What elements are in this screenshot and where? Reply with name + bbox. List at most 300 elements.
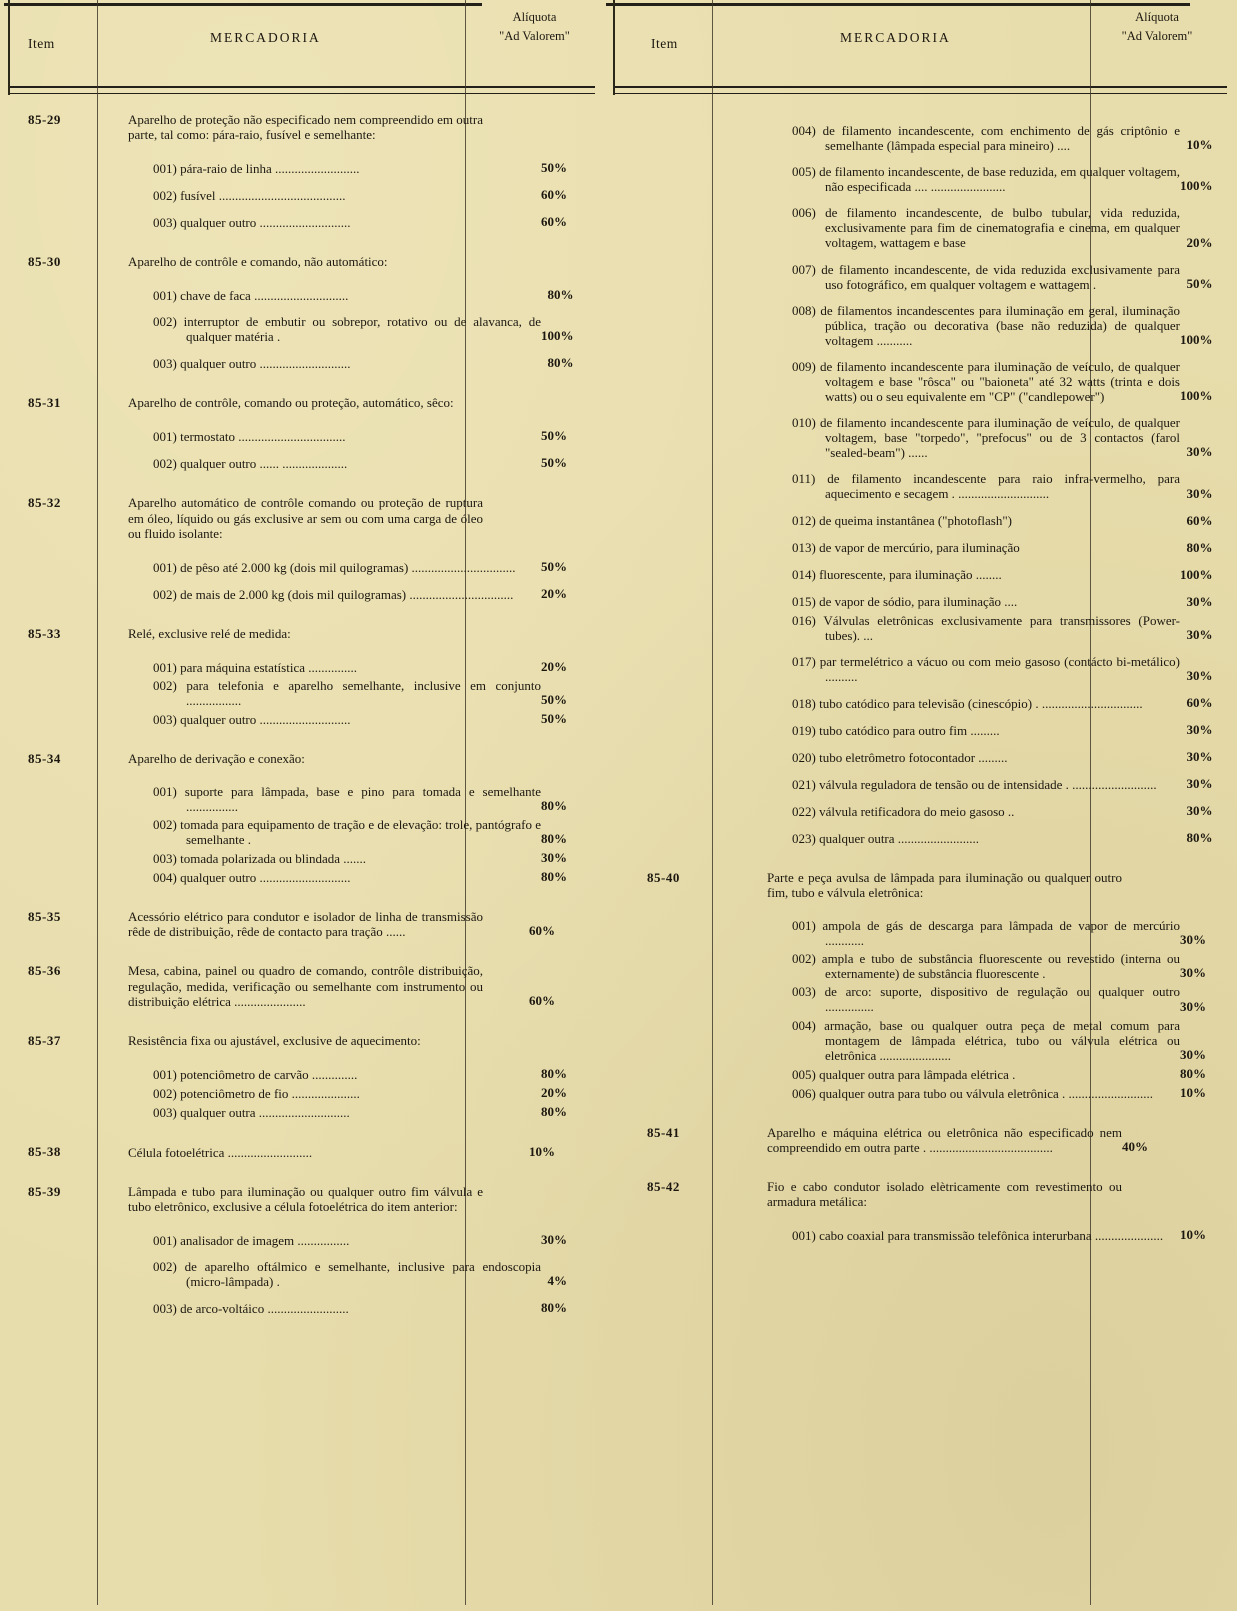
subitem-label: tomada polarizada ou blindada ....... bbox=[180, 851, 367, 867]
entry-description: Fio e cabo condutor isolado elètricamente com revestimento ou armadura metálica: bbox=[767, 1178, 1122, 1209]
subitem-row bbox=[128, 1259, 595, 1289]
subitem-row bbox=[767, 984, 1227, 1014]
subitem-rate: 30% bbox=[1180, 998, 1206, 1014]
subitem-code: 002) bbox=[153, 1258, 177, 1274]
tariff-entry bbox=[10, 626, 595, 727]
subitem-text bbox=[767, 831, 1180, 846]
subitem-row bbox=[767, 415, 1227, 460]
right-column bbox=[615, 0, 1227, 1611]
subitem-row bbox=[128, 817, 595, 847]
subitem-text bbox=[767, 918, 1180, 948]
subitem-label: cabo coaxial para transmissão telefônica interurbana ..................... bbox=[819, 1227, 1164, 1243]
subitem-code: 002) bbox=[153, 314, 177, 330]
subitem-row bbox=[767, 303, 1227, 348]
subitem-code: 018) bbox=[792, 695, 816, 711]
subitem-text bbox=[128, 1086, 541, 1101]
subitem-code: 003) bbox=[153, 356, 177, 372]
subitem-row bbox=[767, 654, 1227, 684]
subitem-row bbox=[128, 428, 595, 444]
subitem-rate: 50% bbox=[541, 691, 567, 707]
aliquota-column-label bbox=[472, 8, 597, 46]
subitem-label: interruptor de embutir ou sobrepor, rotativo ou de alavanca, de qualquer matéria . bbox=[183, 314, 541, 345]
subitem-row bbox=[128, 850, 595, 866]
entry-body bbox=[115, 495, 595, 601]
subitem-label: qualquer outro ............................ bbox=[180, 870, 351, 886]
subitem-code: 010) bbox=[792, 415, 816, 431]
subitem-row bbox=[128, 869, 595, 885]
subitem-rate: 100% bbox=[1180, 178, 1213, 194]
entry-description-row bbox=[128, 1144, 595, 1160]
subitem-label: tubo eletrômetro fotocontador ......... bbox=[819, 749, 1008, 765]
subitem-label: qualquer outra para lâmpada elétrica . bbox=[819, 1066, 1016, 1082]
subitem-text bbox=[767, 696, 1180, 711]
subitem-rate: 100% bbox=[541, 328, 574, 344]
subitem-code: 001) bbox=[153, 559, 177, 575]
entry-description-row bbox=[767, 1125, 1227, 1155]
subitem-label: válvula reguladora de tensão ou de intensidade . .......................... bbox=[819, 776, 1157, 792]
subitem-code: 005) bbox=[792, 1066, 816, 1082]
subitem-rate: 80% bbox=[1186, 539, 1213, 555]
subitem-text bbox=[128, 1259, 541, 1289]
subitem-row bbox=[128, 711, 595, 727]
subitem-text bbox=[767, 613, 1180, 643]
subitem-text bbox=[128, 429, 541, 444]
subitem-rate: 80% bbox=[1180, 1065, 1206, 1081]
subitem-row bbox=[767, 594, 1227, 610]
subitem-label: tubo catódico para outro fim ......... bbox=[819, 722, 1000, 738]
subitem-code: 001) bbox=[792, 918, 816, 934]
tariff-entry bbox=[10, 909, 595, 939]
entry-description-row bbox=[128, 751, 595, 766]
mercadoria-column-label: MERCADORIA bbox=[210, 30, 321, 45]
subitem-code: 002) bbox=[153, 677, 177, 693]
subitem-rate: 50% bbox=[541, 710, 567, 726]
subitem-rate: 80% bbox=[547, 355, 574, 371]
entry-body bbox=[115, 751, 595, 885]
subitem-label: de filamentos incandescentes para iluminação em geral, iluminação pública, tração ou decorativa (base não reduzida) de qualquer voltagem ........... bbox=[820, 302, 1181, 348]
subitem-text bbox=[128, 1301, 541, 1316]
subitem-text bbox=[128, 712, 541, 727]
subitem-rate: 20% bbox=[541, 1084, 567, 1100]
subitem-label: qualquer outro ............................ bbox=[180, 215, 351, 231]
subitem-row bbox=[128, 1232, 595, 1248]
subitem-rate: 80% bbox=[541, 831, 567, 847]
subitem-row bbox=[767, 776, 1227, 792]
subitem-label: qualquer outra ......................... bbox=[819, 830, 980, 846]
tariff-entry bbox=[10, 254, 595, 371]
entry-description: Célula fotoelétrica .......................... bbox=[128, 1144, 313, 1160]
subitem-code: 003) bbox=[153, 215, 177, 231]
subitem-row bbox=[128, 678, 595, 708]
entry-description-row bbox=[128, 254, 595, 269]
subitem-row bbox=[767, 613, 1227, 643]
subitem-text bbox=[767, 750, 1180, 765]
subitem-text bbox=[767, 777, 1180, 792]
tariff-entry bbox=[615, 1125, 1227, 1155]
subitem-label: de queima instantânea ("photoflash") bbox=[819, 513, 1013, 529]
subitem-code: 009) bbox=[792, 358, 816, 374]
entry-item-number: 85-38 bbox=[28, 1143, 61, 1159]
subitem-rate: 30% bbox=[1186, 444, 1213, 460]
entry-description: Mesa, cabina, painel ou quadro de comando, contrôle distribuição, regulação, medida, verificação ou semelhante com instrumento ou distribuição elétrica ...................... bbox=[128, 963, 483, 1009]
subitem-row bbox=[128, 160, 595, 176]
subitem-text bbox=[767, 164, 1180, 194]
entry-item-number: 85-35 bbox=[28, 909, 61, 925]
subitem-text bbox=[128, 456, 541, 471]
subitem-row bbox=[767, 749, 1227, 765]
entry-body bbox=[744, 112, 1227, 846]
subitem-code: 001) bbox=[153, 288, 177, 304]
tariff-entry bbox=[10, 495, 595, 601]
subitem-row bbox=[128, 1104, 595, 1120]
subitem-label: Válvulas eletrônicas exclusivamente para transmissores (Power-tubes). ... bbox=[823, 612, 1180, 643]
subitem-text bbox=[767, 654, 1180, 684]
subitem-label: de arco: suporte, dispositivo de regulação ou qualquer outro ............... bbox=[824, 984, 1180, 1015]
subitem-row bbox=[128, 187, 595, 203]
right-column-header bbox=[615, 0, 1227, 92]
subitem-rate: 80% bbox=[541, 798, 567, 814]
subitem-rate: 80% bbox=[541, 1103, 567, 1119]
entry-description: Aparelho e máquina elétrica ou eletrônica não especificado nem compreendido em outra parte . ...................................... bbox=[767, 1124, 1122, 1155]
entry-description-row bbox=[128, 495, 595, 540]
subitem-code: 004) bbox=[792, 1017, 816, 1033]
subitem-label: chave de faca ............................. bbox=[180, 288, 349, 304]
subitem-row bbox=[128, 314, 595, 344]
subitem-row bbox=[128, 784, 595, 814]
subitem-text bbox=[767, 359, 1180, 404]
entry-item-number: 85-34 bbox=[28, 750, 61, 766]
entry-body bbox=[115, 112, 595, 230]
subitem-code: 002) bbox=[153, 817, 177, 833]
entry-description: Aparelho de contrôle e comando, não automático: bbox=[128, 254, 388, 270]
subitem-rate: 60% bbox=[1186, 512, 1213, 528]
subitem-rate: 30% bbox=[1180, 965, 1206, 981]
subitem-label: qualquer outra para tubo ou válvula eletrônica . .......................... bbox=[819, 1085, 1154, 1101]
subitem-code: 001) bbox=[153, 659, 177, 675]
subitem-rate: 80% bbox=[541, 869, 567, 885]
subitem-row bbox=[128, 1085, 595, 1101]
subitem-text bbox=[128, 161, 541, 176]
subitem-code: 015) bbox=[792, 594, 816, 610]
subitem-rate: 30% bbox=[1186, 775, 1213, 791]
subitem-row bbox=[767, 918, 1227, 948]
entry-description-row bbox=[767, 870, 1227, 900]
entry-description: Parte e peça avulsa de lâmpada para iluminação ou qualquer outro fim, tubo e válvula eletrônica: bbox=[767, 869, 1122, 900]
subitem-label: de filamento incandescente, de base reduzida, em qualquer voltagem, não especificada .... ....................... bbox=[819, 164, 1181, 195]
subitem-code: 001) bbox=[153, 429, 177, 445]
subitem-row bbox=[767, 830, 1227, 846]
subitem-text bbox=[128, 870, 541, 885]
subitem-label: de filamento incandescente, com enchimento de gás criptônio e semelhante (lâmpada especial para mineiro) .... bbox=[822, 123, 1180, 154]
entry-body bbox=[115, 626, 595, 727]
subitem-rate: 30% bbox=[1186, 802, 1213, 818]
subitem-rate: 30% bbox=[1186, 721, 1213, 737]
entry-body bbox=[115, 1144, 595, 1160]
subitem-label: potenciômetro de fio ..................... bbox=[180, 1085, 360, 1101]
entry-body bbox=[744, 1125, 1227, 1155]
subitem-rate: 30% bbox=[541, 1231, 567, 1247]
subitem-rate: 10% bbox=[1180, 1084, 1206, 1100]
subitem-text bbox=[767, 1228, 1180, 1243]
subitem-label: de filamento incandescente para iluminação de veículo, de qualquer voltagem, base "torpedo", "prefocus" ou de 3 contactos (farol "sealed-beam") ...... bbox=[820, 415, 1180, 461]
subitem-text bbox=[128, 660, 541, 675]
subitem-code: 001) bbox=[153, 1232, 177, 1248]
subitem-label: ampola de gás de descarga para lâmpada de vapor de mercúrio ............ bbox=[822, 918, 1180, 949]
subitem-row bbox=[128, 659, 595, 675]
subitem-row bbox=[128, 1300, 595, 1316]
entry-description-row bbox=[128, 909, 595, 939]
entry-item-number: 85-29 bbox=[28, 112, 61, 127]
subitem-code: 002) bbox=[153, 456, 177, 472]
subitem-row bbox=[128, 214, 595, 230]
subitem-text bbox=[128, 188, 541, 203]
subitem-label: pára-raio de linha .......................... bbox=[180, 161, 360, 177]
subitem-text bbox=[128, 288, 541, 303]
subitem-text bbox=[128, 1233, 541, 1248]
subitem-label: para máquina estatística ............... bbox=[180, 659, 357, 675]
subitem-text bbox=[128, 356, 541, 371]
subitem-code: 011) bbox=[792, 471, 816, 487]
subitem-text bbox=[767, 567, 1180, 582]
entry-description-row bbox=[128, 112, 595, 142]
subitem-rate: 60% bbox=[1186, 694, 1213, 710]
subitem-rate: 100% bbox=[1180, 388, 1213, 404]
entry-body bbox=[744, 1179, 1227, 1243]
subitem-label: para telefonia e aparelho semelhante, inclusive em conjunto ................. bbox=[186, 677, 541, 708]
entry-description: Aparelho de contrôle, comando ou proteção, automático, sêco: bbox=[128, 395, 454, 411]
subitem-code: 014) bbox=[792, 567, 816, 583]
entry-body bbox=[115, 1184, 595, 1316]
subitem-row bbox=[128, 455, 595, 471]
subitem-row bbox=[128, 586, 595, 602]
subitem-rate: 30% bbox=[541, 850, 567, 866]
subitem-rate: 80% bbox=[1186, 829, 1213, 845]
subitem-row bbox=[767, 540, 1227, 556]
subitem-code: 012) bbox=[792, 513, 816, 529]
subitem-text bbox=[767, 804, 1180, 819]
header-double-rule bbox=[615, 86, 1227, 94]
entry-item-number: 85-32 bbox=[28, 495, 61, 511]
subitem-code: 023) bbox=[792, 830, 816, 846]
subitem-rate: 10% bbox=[1186, 137, 1213, 153]
subitem-rate: 20% bbox=[541, 658, 567, 674]
subitem-text bbox=[128, 215, 541, 230]
aliquota-label-line1: Alíquota bbox=[512, 10, 557, 24]
subitem-row bbox=[767, 513, 1227, 529]
tariff-entry bbox=[10, 395, 595, 471]
subitem-text bbox=[128, 1105, 541, 1120]
subitem-rate: 100% bbox=[1180, 331, 1213, 347]
entry-description: Acessório elétrico para condutor e isolador de linha de transmissão rêde de distribuição, rêde de contacto para tração ...... bbox=[128, 909, 483, 940]
subitem-rate: 30% bbox=[1186, 748, 1213, 764]
subitem-code: 020) bbox=[792, 749, 816, 765]
subitem-label: par termelétrico a vácuo ou com meio gasoso (contácto bi-metálico) .......... bbox=[819, 653, 1180, 684]
entry-body bbox=[115, 909, 595, 939]
subitem-row bbox=[767, 1066, 1227, 1082]
entry-item-number: 85-37 bbox=[28, 1032, 61, 1048]
subitem-row bbox=[767, 471, 1227, 501]
subitem-rate: 50% bbox=[541, 160, 567, 176]
subitem-code: 001) bbox=[153, 161, 177, 177]
entry-description-row bbox=[128, 963, 595, 1008]
subitem-row bbox=[767, 1018, 1227, 1063]
mercadoria-column-label: MERCADORIA bbox=[840, 30, 951, 45]
subitem-rate: 10% bbox=[1180, 1227, 1206, 1243]
entry-description-row bbox=[128, 1033, 595, 1048]
subitem-label: válvula retificadora do meio gasoso .. bbox=[819, 803, 1015, 819]
item-column-label: Item bbox=[651, 36, 678, 51]
subitem-rate: 30% bbox=[1186, 593, 1213, 609]
subitem-code: 002) bbox=[792, 951, 816, 967]
subitem-row bbox=[767, 722, 1227, 738]
subitem-rate: 20% bbox=[541, 585, 567, 601]
subitem-label: fluorescente, para iluminação ........ bbox=[819, 567, 1002, 583]
subitem-text bbox=[767, 303, 1180, 348]
entry-description-row bbox=[767, 1179, 1227, 1209]
entry-item-number: 85-41 bbox=[647, 1124, 680, 1140]
subitem-code: 001) bbox=[153, 1066, 177, 1082]
entry-item-number: 85-42 bbox=[647, 1178, 680, 1194]
aliquota-label-line2: "Ad Valorem" bbox=[499, 28, 570, 43]
subitem-rate: 80% bbox=[547, 287, 574, 303]
subitem-text bbox=[767, 951, 1180, 981]
subitem-rate: 50% bbox=[541, 558, 567, 574]
entry-item-number: 85-31 bbox=[28, 395, 61, 411]
subitem-rate: 4% bbox=[547, 1273, 567, 1289]
subitem-text bbox=[767, 513, 1180, 528]
entry-description-row bbox=[128, 395, 595, 410]
subitem-text bbox=[128, 587, 541, 602]
entry-body bbox=[744, 870, 1227, 1101]
subitem-code: 003) bbox=[153, 1104, 177, 1120]
subitem-label: de vapor de sódio, para iluminação .... bbox=[819, 594, 1018, 610]
entry-item-number: 85-39 bbox=[28, 1183, 61, 1199]
subitem-rate: 30% bbox=[1180, 1046, 1206, 1062]
entry-description-row bbox=[128, 626, 595, 641]
tariff-entry bbox=[10, 1033, 595, 1120]
subitem-label: tubo catódico para televisão (cinescópio) . ............................... bbox=[819, 695, 1143, 711]
subitem-rate: 30% bbox=[1180, 932, 1206, 948]
subitem-text bbox=[128, 851, 541, 866]
subitem-rate: 30% bbox=[1186, 626, 1213, 642]
entry-rate: 40% bbox=[1122, 1138, 1148, 1154]
entry-description: Aparelho de derivação e conexão: bbox=[128, 750, 305, 766]
subitem-text bbox=[767, 540, 1180, 555]
subitem-code: 001) bbox=[792, 1227, 816, 1243]
tariff-entry bbox=[10, 1144, 595, 1160]
subitem-text bbox=[128, 560, 541, 575]
left-column-entries bbox=[10, 94, 595, 1611]
subitem-label: ampla e tubo de substância fluorescente ou revestido (interna ou externamente) de substância fluorescente . bbox=[821, 951, 1180, 982]
subitem-text bbox=[128, 678, 541, 708]
entry-item-number: 85-40 bbox=[647, 869, 680, 885]
subitem-code: 016) bbox=[792, 612, 816, 628]
subitem-code: 017) bbox=[792, 653, 816, 669]
item-column-label: Item bbox=[28, 36, 55, 51]
subitem-text bbox=[767, 1018, 1180, 1063]
entry-description: Aparelho automático de contrôle comando ou proteção de ruptura em óleo, líquido ou gás exclusive ar sem ou com uma carga de óleo ou fluido isolante: bbox=[128, 495, 483, 541]
subitem-row bbox=[767, 262, 1227, 292]
subitem-code: 002) bbox=[153, 1085, 177, 1101]
subitem-row bbox=[128, 287, 595, 303]
tariff-entry bbox=[615, 1179, 1227, 1243]
subitem-text bbox=[128, 314, 541, 344]
entry-rate: 60% bbox=[529, 923, 555, 939]
subitem-code: 003) bbox=[153, 851, 177, 867]
tariff-entry bbox=[10, 751, 595, 885]
entry-description: Aparelho de proteção não especificado nem compreendido em outra parte, tal como: pára-raio, fusível e semelhante: bbox=[128, 112, 483, 143]
aliquota-column-label bbox=[1093, 8, 1221, 46]
subitem-row bbox=[767, 951, 1227, 981]
subitem-code: 006) bbox=[792, 1085, 816, 1101]
tariff-entry bbox=[10, 112, 595, 230]
subitem-rate: 20% bbox=[1186, 234, 1213, 250]
subitem-label: de filamento incandescente, de bulbo tubular, vida reduzida, exclusivamente para fim de cinematografia e cinema, em qualquer voltagem, wattagem e base bbox=[825, 205, 1180, 251]
entry-item-number: 85-30 bbox=[28, 254, 61, 270]
entry-body bbox=[115, 963, 595, 1008]
subitem-rate: 100% bbox=[1180, 566, 1213, 582]
aliquota-label-line1: Alíquota bbox=[1135, 10, 1179, 24]
subitem-row bbox=[767, 1085, 1227, 1101]
tariff-entry bbox=[615, 870, 1227, 1101]
subitem-label: fusível ....................................... bbox=[180, 188, 346, 204]
subitem-code: 008) bbox=[792, 302, 816, 318]
entry-rate: 10% bbox=[529, 1143, 555, 1159]
subitem-code: 003) bbox=[153, 1301, 177, 1317]
entry-body bbox=[115, 254, 595, 371]
subitem-label: analisador de imagem ................ bbox=[180, 1232, 350, 1248]
subitem-text bbox=[767, 415, 1180, 460]
subitem-rate: 30% bbox=[1186, 485, 1213, 501]
subitem-row bbox=[767, 164, 1227, 194]
subitem-label: qualquer outro ............................ bbox=[180, 356, 351, 372]
subitem-code: 004) bbox=[153, 870, 177, 886]
entry-rate: 60% bbox=[529, 992, 555, 1008]
subitem-code: 002) bbox=[153, 586, 177, 602]
subitem-label: qualquer outro ...... .................... bbox=[180, 456, 348, 472]
subitem-code: 004) bbox=[792, 123, 816, 138]
subitem-text bbox=[128, 1067, 541, 1082]
subitem-row bbox=[767, 359, 1227, 404]
entry-description: Lâmpada e tubo para iluminação ou qualquer outro fim válvula e tubo eletrônico, exclusive a célula fotoelétrica do item anterior: bbox=[128, 1183, 483, 1214]
subitem-label: de filamento incandescente, de vida reduzida exclusivamente para uso fotográfico, em qualquer voltagem e wattagem . bbox=[821, 261, 1181, 292]
entry-description-row bbox=[128, 1184, 595, 1214]
subitem-text bbox=[128, 784, 541, 814]
subitem-row bbox=[128, 1066, 595, 1082]
subitem-label: armação, base ou qualquer outra peça de metal comum para montagem de lâmpada elétrica, tubo ou válvula elétrica ou eletrônica ...................... bbox=[824, 1017, 1180, 1063]
subitem-row bbox=[767, 695, 1227, 711]
subitem-text bbox=[767, 594, 1180, 609]
subitem-code: 021) bbox=[792, 776, 816, 792]
subitem-label: qualquer outra ............................ bbox=[180, 1104, 350, 1120]
subitem-code: 001) bbox=[153, 784, 177, 800]
entry-item-number: 85-36 bbox=[28, 963, 61, 979]
entry-body bbox=[115, 395, 595, 471]
subitem-rate: 80% bbox=[541, 1300, 567, 1316]
subitem-label: de mais de 2.000 kg (dois mil quilogramas) ................................ bbox=[180, 586, 514, 602]
tariff-entry bbox=[10, 1184, 595, 1316]
subitem-code: 022) bbox=[792, 803, 816, 819]
subitem-row bbox=[767, 1227, 1227, 1243]
subitem-rate: 50% bbox=[1186, 275, 1213, 291]
subitem-text bbox=[767, 1086, 1180, 1101]
subitem-label: potenciômetro de carvão .............. bbox=[180, 1066, 358, 1082]
subitem-text bbox=[767, 471, 1180, 501]
tariff-entry bbox=[615, 112, 1227, 846]
subitem-label: de aparelho oftálmico e semelhante, inclusive para endoscopia (micro-lâmpada) . bbox=[184, 1258, 542, 1290]
entry-description: Relé, exclusive relé de medida: bbox=[128, 625, 291, 641]
aliquota-label-line2: "Ad Valorem" bbox=[1121, 28, 1193, 43]
